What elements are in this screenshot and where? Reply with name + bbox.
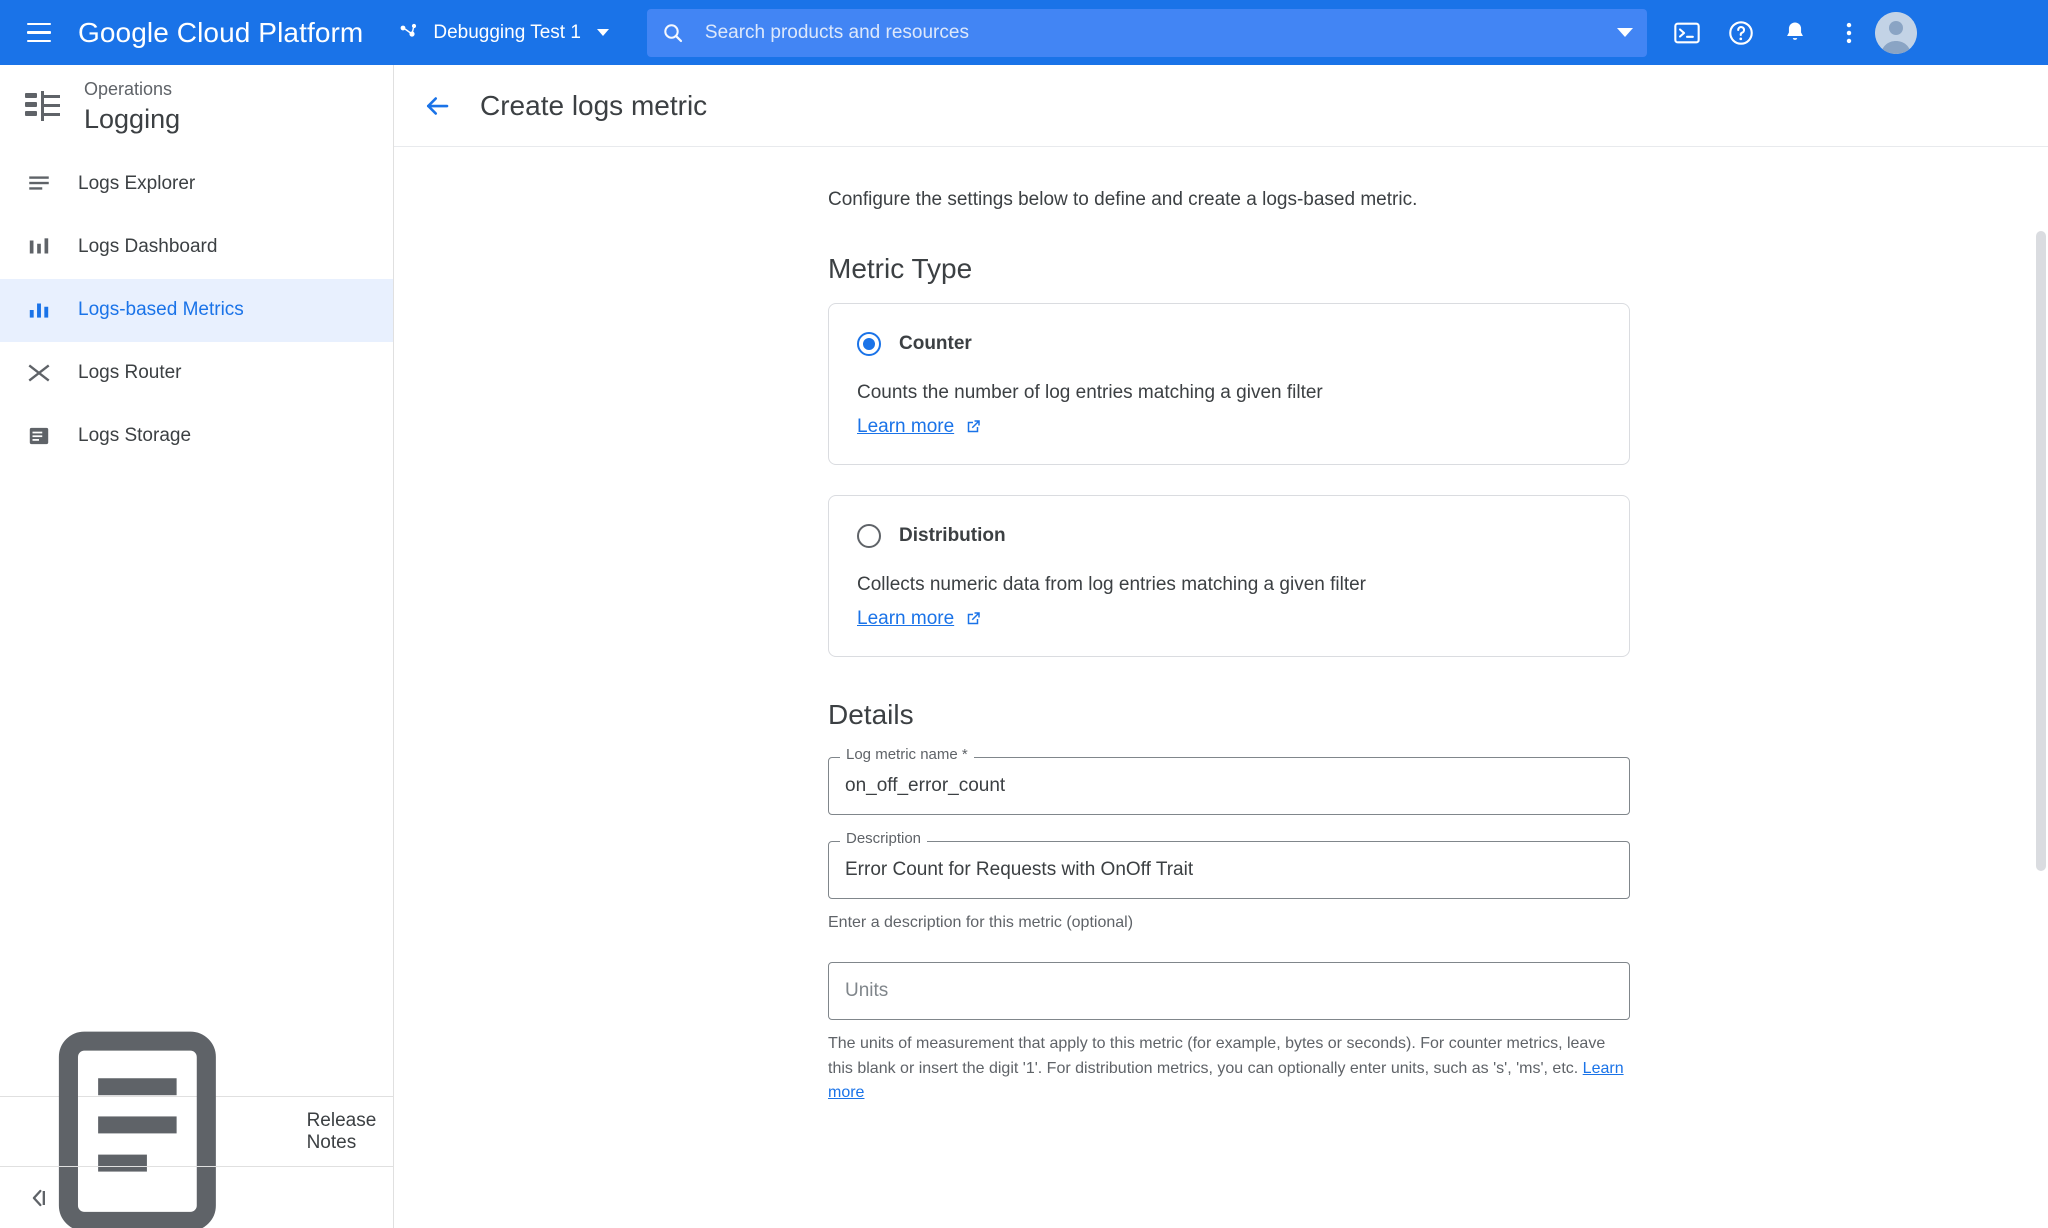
hamburger-menu-icon[interactable] (16, 10, 62, 56)
description-label: Description (840, 830, 927, 847)
project-name: Debugging Test 1 (433, 21, 581, 43)
collapse-panel-icon (24, 1184, 52, 1212)
search-bar[interactable] (647, 9, 1647, 57)
units-placeholder: Units (845, 979, 889, 1001)
units-learn-more-link[interactable]: Learn more (828, 1059, 1624, 1102)
sidebar-product-name: Logging (84, 103, 181, 134)
sidebar-item-logs-dashboard[interactable] (0, 216, 393, 279)
sidebar-product-group: Operations (84, 79, 173, 99)
description-field[interactable] (828, 830, 1630, 899)
logs-router-icon (26, 360, 52, 386)
units-field[interactable] (828, 962, 1630, 1020)
logs-explorer-icon (26, 171, 52, 197)
sidebar-item-label: Logs Storage (78, 425, 192, 447)
learn-more-label: Learn more (857, 416, 955, 437)
learn-more-label: Learn more (857, 608, 955, 629)
distribution-learn-more-link[interactable] (857, 608, 982, 630)
page-header (394, 65, 2048, 147)
more-vert-icon[interactable] (1835, 19, 1863, 47)
metric-type-option-distribution[interactable] (828, 495, 1630, 657)
cloud-shell-icon[interactable] (1673, 19, 1701, 47)
distribution-radio-row[interactable] (857, 524, 1601, 548)
main-content (394, 65, 2048, 1228)
sidebar-item-label: Logs Router (78, 362, 182, 384)
account-avatar-icon (1875, 12, 1917, 54)
counter-description: Counts the number of log entries matching a given filter (857, 382, 1323, 403)
collapse-sidebar-button[interactable] (0, 1166, 393, 1228)
search-input[interactable] (703, 21, 1607, 45)
logging-product-icon (22, 85, 66, 129)
sidebar (0, 65, 394, 1228)
external-link-icon (964, 418, 982, 436)
avatar[interactable] (1875, 12, 1917, 54)
logs-dashboard-icon (26, 234, 52, 260)
back-arrow-icon[interactable] (422, 91, 452, 121)
units-helper-body: The units of measurement that apply to this metric (for example, bytes or seconds). For counter metrics, leave this blank or insert the digit '1'. For distribution metrics, you can optionally enter units, such as 's', 'ms', etc. (828, 1034, 1606, 1077)
counter-label: Counter (899, 333, 972, 354)
page-title: Create logs metric (480, 89, 708, 121)
project-selector[interactable] (397, 21, 609, 45)
top-app-bar (0, 0, 2048, 65)
sidebar-item-release-notes[interactable] (0, 1096, 393, 1166)
units-input[interactable] (828, 962, 1630, 1020)
sidebar-item-logs-router[interactable] (0, 342, 393, 405)
search-dropdown-icon[interactable] (1617, 28, 1633, 37)
logs-storage-icon (26, 423, 52, 449)
help-icon[interactable] (1727, 19, 1755, 47)
logs-based-metrics-icon (26, 297, 52, 323)
details-heading: Details (828, 699, 914, 730)
chevron-down-icon (597, 29, 609, 36)
distribution-radio-button[interactable] (857, 524, 881, 548)
distribution-description: Collects numeric data from log entries matching a given filter (857, 574, 1367, 595)
log-metric-name-field[interactable] (828, 746, 1630, 815)
metric-type-heading: Metric Type (828, 253, 973, 284)
sidebar-item-label: Logs Explorer (78, 173, 196, 195)
counter-radio-row[interactable] (857, 332, 1601, 356)
search-icon (661, 21, 685, 45)
project-selector-icon (397, 21, 421, 45)
sidebar-item-logs-explorer[interactable] (0, 153, 393, 216)
log-metric-name-input[interactable]: on_off_error_count (828, 757, 1630, 815)
description-helper-text: Enter a description for this metric (optional) (828, 914, 1134, 931)
vertical-scrollbar[interactable] (2036, 231, 2046, 871)
external-link-icon (964, 610, 982, 628)
top-bar-icons (1673, 19, 1863, 47)
brand-title: Google Cloud Platform (78, 16, 364, 48)
metric-type-option-counter[interactable] (828, 303, 1630, 465)
log-metric-name-label: Log metric name * (840, 746, 974, 763)
notifications-bell-icon[interactable] (1781, 19, 1809, 47)
counter-radio-button[interactable] (857, 332, 881, 356)
sidebar-item-label: Logs Dashboard (78, 236, 218, 258)
sidebar-item-label: Logs-based Metrics (78, 299, 244, 321)
form-scroll-area (394, 147, 2048, 1228)
description-input[interactable]: Error Count for Requests with OnOff Trait (828, 841, 1630, 899)
sidebar-spacer (0, 468, 393, 1096)
intro-text: Configure the settings below to define and create a logs-based metric. (828, 189, 1418, 210)
sidebar-item-logs-storage[interactable] (0, 405, 393, 468)
units-helper-text (828, 1032, 1630, 1106)
app-body (0, 65, 2048, 1228)
distribution-label: Distribution (899, 525, 1006, 546)
counter-learn-more-link[interactable] (857, 416, 982, 438)
sidebar-item-label: Release Notes (306, 1109, 377, 1153)
sidebar-product-header (0, 65, 393, 153)
sidebar-item-logs-based-metrics[interactable] (0, 279, 393, 342)
